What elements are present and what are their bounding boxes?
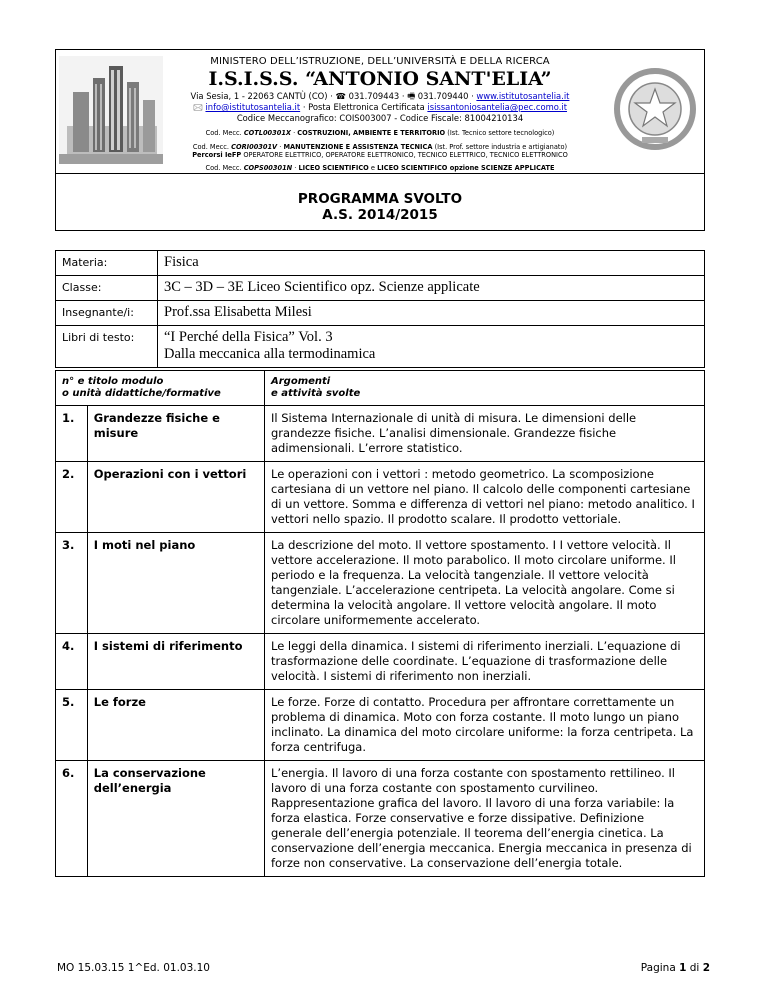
mecc-prefix: Cod. Mecc. [192, 143, 230, 151]
modules-table [55, 370, 705, 877]
modules-header-col2 [265, 371, 705, 406]
course-line-3: Cod. Mecc. COPS00301N · LICEO SCIENTIFICO e LICEO SCIENTIFICO opzione SCIENZE APPLICATE [205, 164, 555, 172]
school-year: A.S. 2014/2015 [322, 207, 438, 223]
module-row [56, 462, 705, 533]
course3-text2: LICEO SCIENTIFICO opzione SCIENZE APPLICATE [377, 164, 555, 172]
module-topics: Le forze. Forze di contatto. Procedura per affrontare correttamente un problema di dinamica. Moto con forza costante. Il moto lungo un piano inclinato. La dinamica del moto circolare uniforme: la forza centripeta. La forza centrifuga. [265, 690, 705, 761]
address-line [56, 91, 704, 101]
module-row [56, 533, 705, 634]
module-title: La conservazione dell’energia [87, 761, 264, 877]
document-code: MO 15.03.15 1^Ed. 01.03.10 [57, 962, 210, 974]
course1-text: COSTRUZIONI, AMBIENTE E TERRITORIO [297, 129, 446, 137]
ministry-name: MINISTERO DELL’ISTRUZIONE, DELL’UNIVERSITÀ E DELLA RICERCA [210, 56, 550, 67]
info-value: 3C – 3D – 3E Liceo Scientifico opz. Scienze applicate [158, 276, 705, 301]
course-line-2: Cod. Mecc. CORI00301V · MANUTENZIONE E ASSISTENZA TECNICA (Ist. Prof. settore industria e artigianato) [192, 143, 568, 151]
course3-code: COPS00301N [243, 164, 293, 172]
page-total: 2 [702, 962, 710, 974]
info-value [158, 326, 705, 368]
course-line-1: Cod. Mecc. COTL00301X · COSTRUZIONI, AMBIENTE E TERRITORIO (Ist. Tecnico settore tecnologico) [205, 129, 555, 137]
info-label: Materia: [56, 251, 158, 276]
course3-text: LICEO SCIENTIFICO [298, 164, 369, 172]
document-title-box [55, 174, 705, 231]
email-icon: 🖂 [192, 102, 203, 112]
header-col1-line2: o unità didattiche/formative [62, 388, 221, 399]
module-title: Grandezze fisiche e misure [87, 406, 264, 462]
module-title: Le forze [87, 690, 264, 761]
module-number: 2. [56, 462, 88, 533]
module-row [56, 634, 705, 690]
textbook-title: “I Perché della Fisica” Vol. 3 [164, 329, 333, 345]
email-line [56, 102, 704, 112]
info-label: Libri di testo: [56, 326, 158, 368]
page-of: di [689, 962, 700, 974]
module-title: I moti nel piano [87, 533, 264, 634]
modules-header-col1 [56, 371, 265, 406]
module-title: I sistemi di riferimento [87, 634, 264, 690]
modules-header-row [56, 371, 705, 406]
iefp-text: OPERATORE ELETTRICO, OPERATORE ELETTRONICO, TECNICO ELETTRICO, TECNICO ELETTRONICO [243, 151, 568, 159]
pec-link[interactable]: isissantoniosantelia@pec.como.it [427, 102, 568, 112]
header-col2-line1: Argomenti [271, 376, 331, 387]
page-label: Pagina [640, 962, 676, 974]
info-value: Fisica [158, 251, 705, 276]
module-number: 4. [56, 634, 88, 690]
module-number: 1. [56, 406, 88, 462]
course1-code: COTL00301X [243, 129, 291, 137]
info-label: Classe: [56, 276, 158, 301]
info-row [56, 301, 705, 326]
header-col2-line2: e attività svolte [271, 388, 361, 399]
module-topics: Il Sistema Internazionale di unità di misura. Le dimensioni delle grandezze fisiche. L’analisi dimensionale. Grandezze fisiche adimensionali. L’errore statistico. [265, 406, 705, 462]
email-link[interactable]: info@istitutosantelia.it [205, 102, 301, 112]
info-row [56, 326, 705, 368]
website-link[interactable]: www.istitutosantelia.it [476, 91, 570, 101]
module-topics: La descrizione del moto. Il vettore spostamento. I I vettore velocità. Il vettore accelerazione. Il moto parabolico. Il moto circolare uniforme. Il periodo e la frequenza. La velocità tangenziale. Il vettore velocità tangenziale. L’accelerazione centripeta. La velocità angolare. Come si determina la velocità angolare. Il vettore velocità angolare. Il moto circolare uniformemente accelerato. [265, 533, 705, 634]
pec-label: · Posta Elettronica Certificata [302, 102, 425, 112]
course2-text: MANUTENZIONE E ASSISTENZA TECNICA [283, 143, 433, 151]
course1-note: (Ist. Tecnico settore tecnologico) [447, 129, 555, 137]
mecc-prefix: Cod. Mecc. [205, 129, 242, 137]
module-topics: Le operazioni con i vettori : metodo geometrico. La scomposizione cartesiana di un vettore nel piano. Il calcolo delle componenti cartesiane di un vettore. Somma e differenza di vettori nel piano: metodo analitico. I vettori nello spazio. Il prodotto scalare. Il prodotto vettoriale. [265, 462, 705, 533]
info-row [56, 276, 705, 301]
letterhead [55, 49, 705, 174]
mecc-prefix: Cod. Mecc. [205, 164, 242, 172]
page-current: 1 [679, 962, 687, 974]
module-number: 6. [56, 761, 88, 877]
document-title: PROGRAMMA SVOLTO [297, 191, 463, 207]
address-text: Via Sesia, 1 - 22063 CANTÙ (CO) · ☎ 031.709443 · 🖷 031.709440 · [190, 91, 474, 101]
info-row [56, 251, 705, 276]
info-value: Prof.ssa Elisabetta Milesi [158, 301, 705, 326]
info-label: Insegnante/i: [56, 301, 158, 326]
course2-note: (Ist. Prof. settore industria e artigianato) [434, 143, 568, 151]
codes-line: Codice Meccanografico: COIS003007 - Codice Fiscale: 81004210134 [236, 113, 524, 123]
course2-code: CORI00301V [231, 143, 278, 151]
module-row [56, 690, 705, 761]
iefp-label: Percorsi IeFP [192, 151, 242, 159]
module-row [56, 761, 705, 877]
school-name: I.S.I.S.S. “ANTONIO SANT'ELIA” [208, 68, 552, 90]
header-col1-line1: n° e titolo modulo [62, 376, 164, 387]
course3-and: e [370, 164, 375, 172]
module-number: 3. [56, 533, 88, 634]
course-line-2b [56, 151, 704, 159]
module-topics: L’energia. Il lavoro di una forza costante con spostamento rettilineo. Il lavoro di una forza costante con spostamento curvilineo. Rappresentazione grafica del lavoro. Il lavoro di una forza variabile: la forza elastica. Forze conservative e forze dissipative. Definizione generale dell’energia potenziale. Il teorema dell’energia cinetica. La conservazione dell’energia meccanica. Energia meccanica in presenza di forze non conservative. La conservazione dell’energia totale. [265, 761, 705, 877]
module-title: Operazioni con i vettori [87, 462, 264, 533]
page-number [641, 962, 710, 974]
module-number: 5. [56, 690, 88, 761]
module-row [56, 406, 705, 462]
course-info-table [55, 250, 705, 368]
module-topics: Le leggi della dinamica. I sistemi di riferimento inerziali. L’equazione di trasformazione delle coordinate. L’equazione di trasformazione delle velocità. I sistemi di riferimento non inerziali. [265, 634, 705, 690]
textbook-subtitle: Dalla meccanica alla termodinamica [164, 346, 376, 362]
italian-republic-emblem-icon [614, 67, 696, 151]
